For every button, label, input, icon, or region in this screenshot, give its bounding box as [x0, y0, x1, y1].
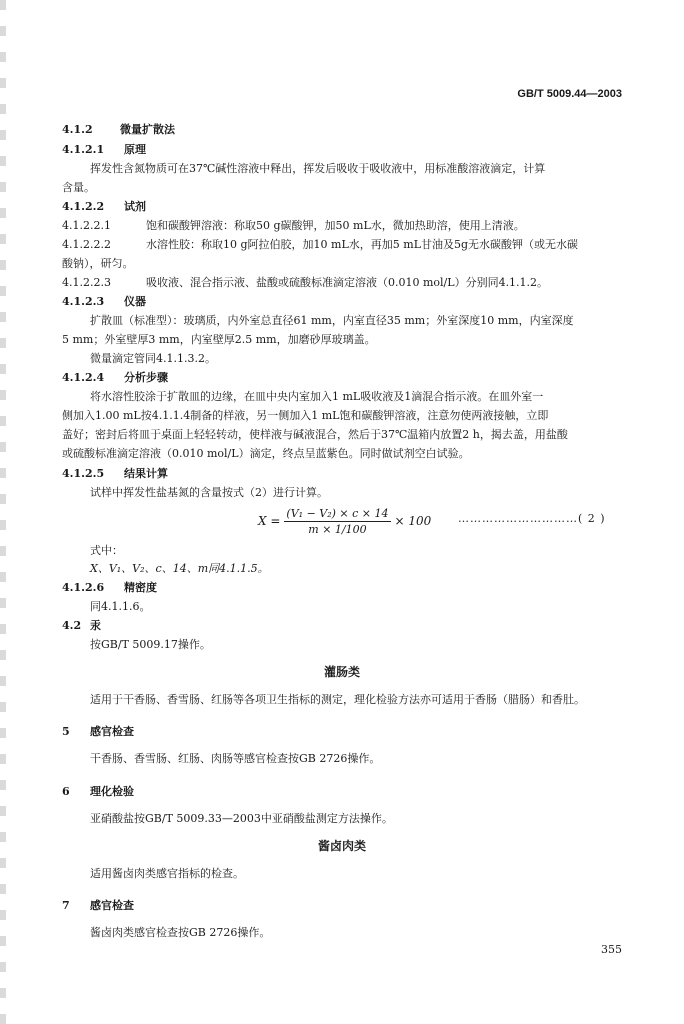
where-label: 式中： — [90, 544, 123, 557]
page-number: 355 — [601, 943, 622, 956]
heading-5: 5 感官检查 — [62, 725, 134, 738]
formula-denominator: m × 1/100 — [308, 522, 367, 536]
heading-4-1-2-2: 4.1.2.2 试剂 — [62, 200, 146, 213]
steps-line1: 将水溶性胶涂于扩散皿的边缘，在皿中央内室加入1 mL吸收液及1滴混合指示液。在皿外室一 — [90, 390, 544, 403]
paragraph-principle-line2: 含量。 — [62, 181, 95, 194]
heading-6: 6 理化检验 — [62, 785, 134, 798]
heading-4-1-2-3: 4.1.2.3 仪器 — [62, 295, 146, 308]
section-title-jianglu: 酱卤肉类 — [317, 839, 366, 853]
steps-line3: 盖好；密封后将皿于桌面上轻轻转动，使样液与碱液混合，然后于37℃温箱内放置2 h，揭去盖，用盐酸 — [62, 428, 568, 441]
binding-edge-marks — [0, 0, 6, 1024]
sec6-text: 亚硝酸盐按GB/T 5009.33—2003中亚硝酸盐测定方法操作。 — [90, 812, 393, 825]
where-vars: X、V₁、V₂、c、14、m同4.1.1.5。 — [90, 562, 269, 575]
instrument-line1: 扩散皿（标准型）：玻璃质，内外室总直径61 mm，内室直径35 mm；外室深度10 mm，内室深度 — [90, 314, 574, 327]
precision-text: 同4.1.1.6。 — [90, 600, 151, 613]
paragraph-principle-line1: 挥发性含氮物质可在37℃碱性溶液中释出，挥发后吸收于吸收液中，用标准酸溶液滴定，计算 — [90, 162, 546, 175]
formula-fraction — [284, 507, 390, 536]
formula-2 — [258, 503, 431, 539]
reagent-2-cont: 酸钠），研匀。 — [62, 257, 134, 270]
reagent-1: 4.1.2.2.1 饱和碳酸钾溶液：称取50 g碳酸钾，加50 mL水，微加热助溶，使用上清液。 — [62, 219, 525, 232]
steps-line2: 侧加入1.00 mL按4.1.1.4制备的样液，另一侧加入1 mL饱和碳酸钾溶液，注意勿使两液接触，立即 — [62, 409, 549, 422]
section-title-guanchang: 灌肠类 — [323, 665, 360, 679]
instrument-line2: 5 mm；外室壁厚3 mm，内室壁厚2.5 mm，加磨砂厚玻璃盖。 — [62, 333, 376, 346]
heading-7: 7 感官检查 — [62, 899, 134, 912]
heading-4-1-2-1: 4.1.2.1 原理 — [62, 143, 146, 156]
formula-number: …………………………( 2 ) — [458, 512, 606, 525]
heading-4-1-2-5: 4.1.2.5 结果计算 — [62, 467, 168, 480]
heading-4-2: 4.2 汞 — [62, 619, 101, 632]
reagent-3: 4.1.2.2.3 吸收液、混合指示液、盐酸或硫酸标准滴定溶液（0.010 mol/L）分别同4.1.1.2。 — [62, 276, 549, 289]
sec5-text: 干香肠、香雪肠、红肠、肉肠等感官检查按GB 2726操作。 — [90, 752, 381, 765]
formula-numerator: (V₁ − V₂) × c × 14 — [286, 506, 389, 520]
heading-4-1-2-6: 4.1.2.6 精密度 — [62, 581, 157, 594]
formula-tail: × 100 — [394, 514, 432, 528]
calc-intro: 试样中挥发性盐基氮的含量按式（2）进行计算。 — [90, 486, 328, 499]
guanchang-scope: 适用于干香肠、香雪肠、红肠等各项卫生指标的测定，理化检验方法亦可适用于香肠（腊肠）和香肚。 — [90, 693, 585, 706]
sec7-text: 酱卤肉类感官检查按GB 2726操作。 — [90, 926, 271, 939]
steps-line4: 或硫酸标准滴定溶液（0.010 mol/L）滴定，终点呈蓝紫色。同时做试剂空白试验。 — [62, 447, 470, 460]
mercury-text: 按GB/T 5009.17操作。 — [90, 638, 211, 651]
formula-lhs: X = — [258, 514, 281, 528]
jianglu-scope: 适用酱卤肉类感官指标的检查。 — [90, 867, 244, 880]
heading-4-1-2: 4.1.2 微量扩散法 — [62, 123, 175, 136]
instrument-line3: 微量滴定管同4.1.1.3.2。 — [90, 352, 216, 365]
standard-number: GB/T 5009.44—2003 — [517, 88, 622, 100]
reagent-2: 4.1.2.2.2 水溶性胶：称取10 g阿拉伯胶，加10 mL水，再加5 mL甘油及5g无水碳酸钾（或无水碳 — [62, 238, 579, 251]
heading-4-1-2-4: 4.1.2.4 分析步骤 — [62, 371, 168, 384]
